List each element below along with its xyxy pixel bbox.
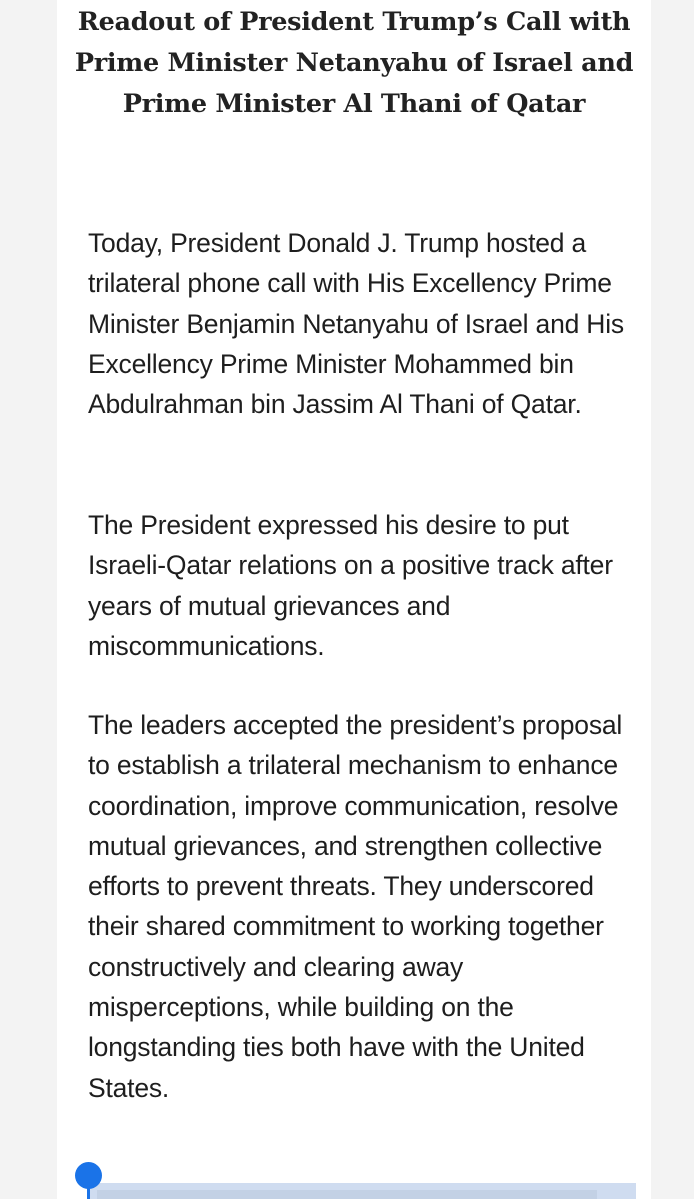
- selected-text-fragment: [97, 1190, 597, 1199]
- article-paragraph-3: The leaders accepted the president’s proposal to establish a trilateral mechanism to enhance coordination, improve communication, resolve mutual grievances, and strengthen collective efforts to prevent threats. They underscored their shared commitment to working together constructively and clearing away misperceptions, while building on the longstanding ties both have with the United States.: [88, 710, 623, 1103]
- article-paragraph-2: The President expressed his desire to put Israeli-Qatar relations on a positive track after years of mutual grievances and miscommunications.: [88, 510, 613, 661]
- selection-handle-icon[interactable]: [75, 1162, 102, 1189]
- article-paragraph-1: Today, President Donald J. Trump hosted a trilateral phone call with His Excellency Prime Minister Benjamin Netanyahu of Israel and His Excellency Prime Minister Mohammed bin Abdulrahman bin Jassim Al Thani of Qatar.: [88, 228, 624, 420]
- article-page: [57, 0, 651, 1199]
- article-title: Readout of President Trump’s Call with Prime Minister Netanyahu of Israel and Prime Minister Al Thani of Qatar: [74, 7, 634, 119]
